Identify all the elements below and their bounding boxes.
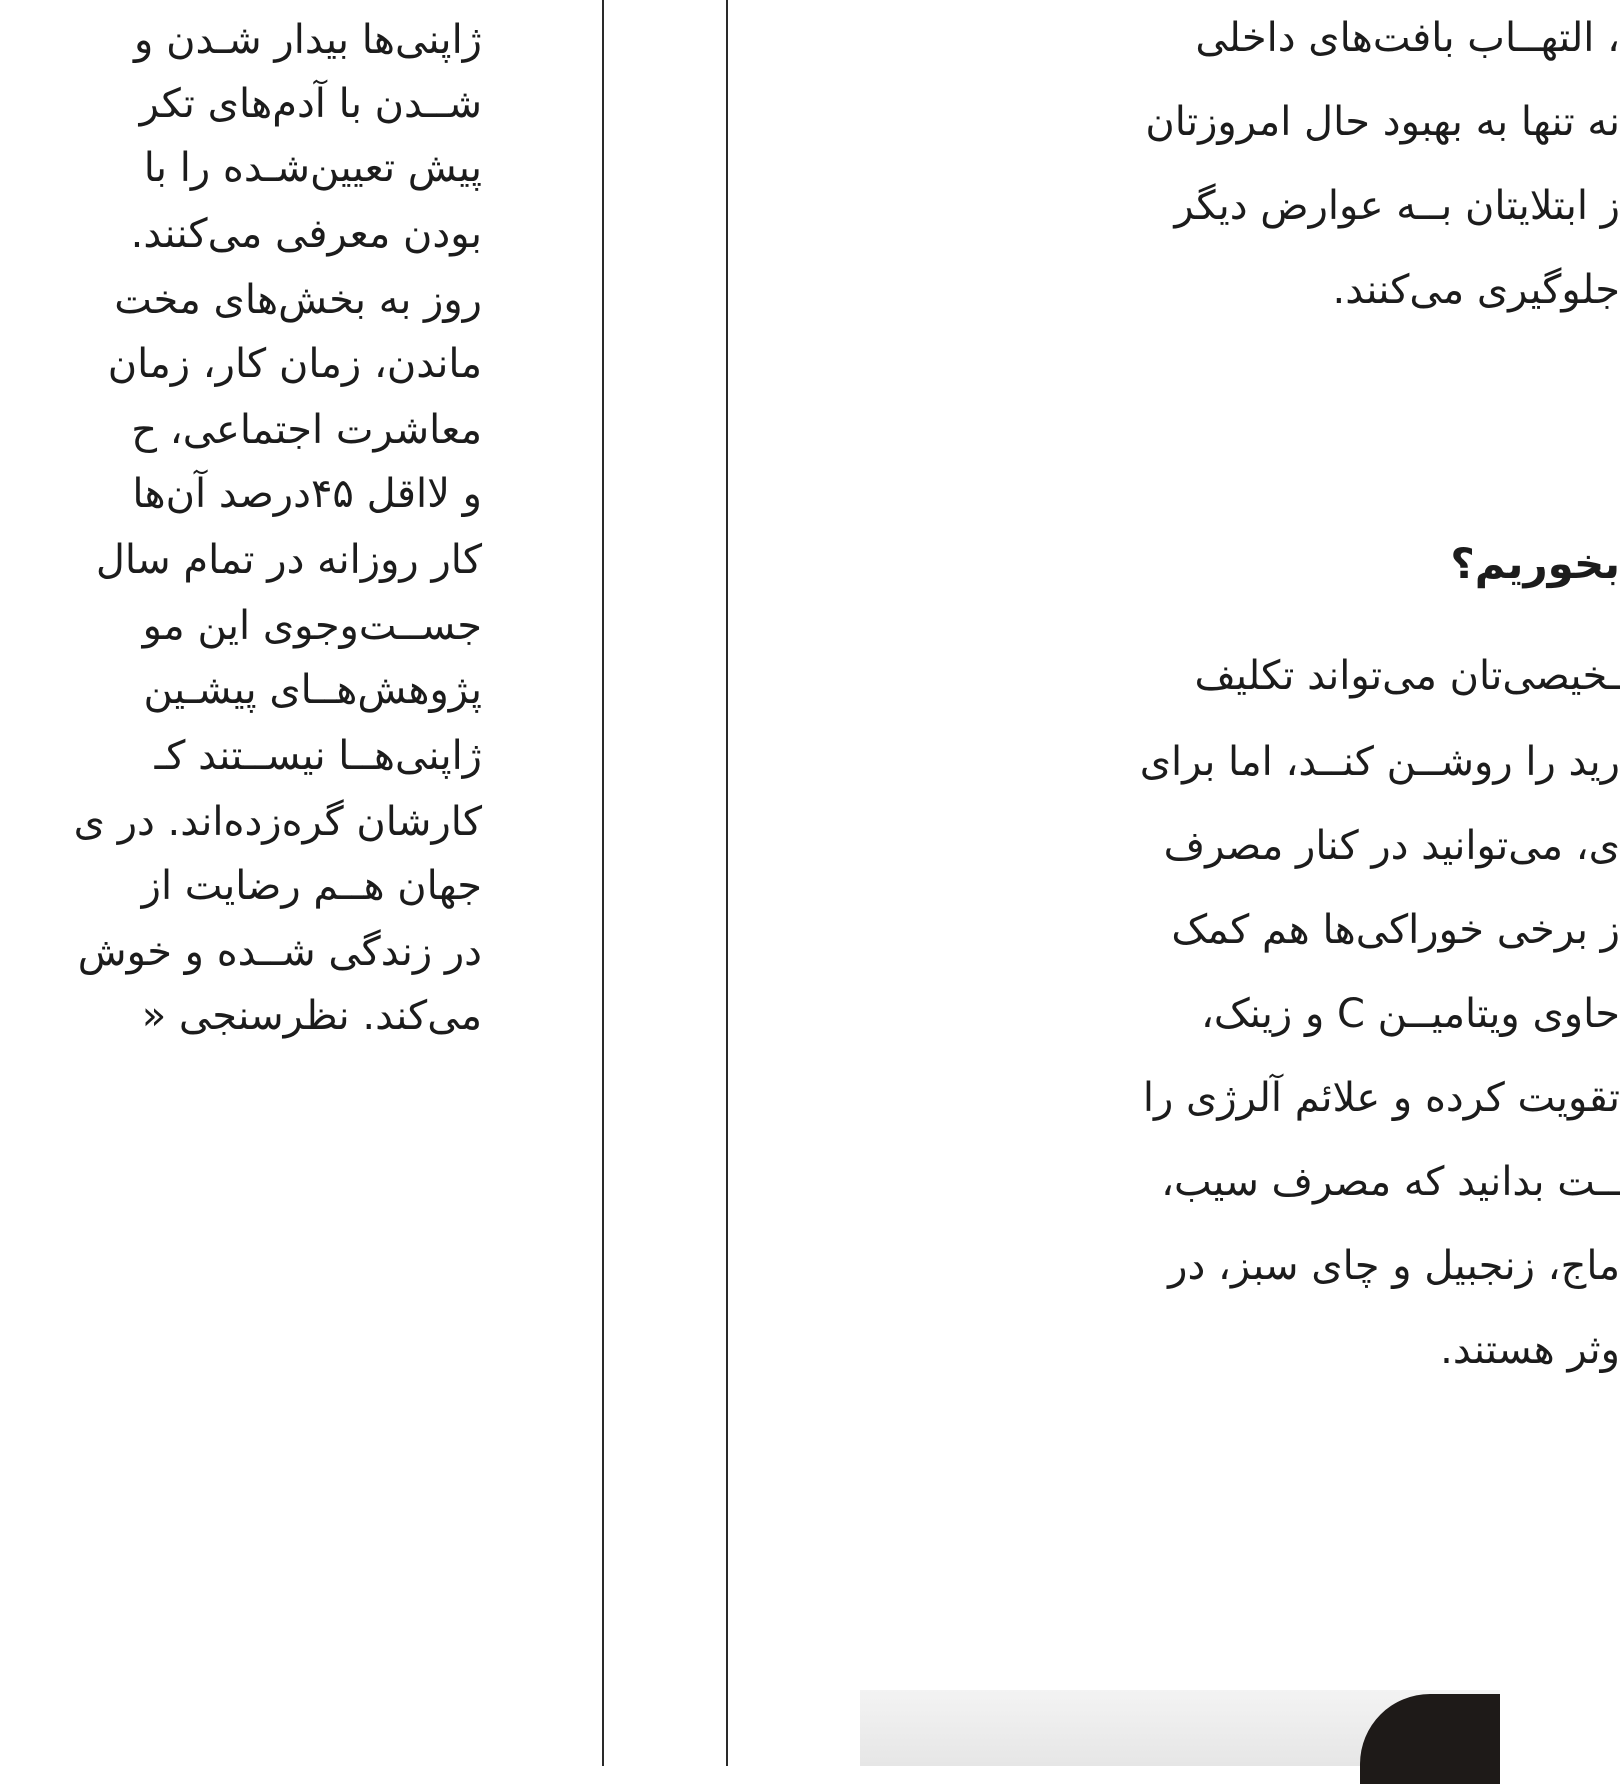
text-line: کار روزانه در تمام سال	[96, 528, 482, 592]
text-line: پژوهش‌هــای پیشـین	[144, 658, 482, 722]
text-line: می‌کند. نظرسنجی «	[142, 984, 482, 1048]
text-line: کارشان گره‌زده‌اند. در ی	[74, 790, 482, 854]
right-column	[860, 0, 1500, 1766]
column-divider	[602, 0, 604, 1766]
text-line: ماج، زنجبیل و چای سبز، در	[1168, 1234, 1620, 1298]
text-line: پیش تعیین‌شـده را با	[144, 136, 482, 200]
text-line: نه تنها به بهبود حال امروزتان	[1145, 90, 1620, 154]
text-line: حاوی ویتامیــن C و زینک،	[1201, 982, 1620, 1046]
text-line: جلوگیری می‌کنند.	[1333, 258, 1620, 322]
text-line: ز ابتلایتان بــه عوارض دیگر	[1174, 174, 1620, 238]
text-line: جســت‌وجوی این مو	[143, 594, 482, 658]
text-line: ماندن، زمان کار، زمان	[108, 332, 482, 396]
text-line: تقویت کرده و علائم آلرژی را	[1143, 1066, 1620, 1130]
text-line: ز برخی خوراکی‌ها هم کمک	[1171, 898, 1620, 962]
text-line: معاشرت اجتماعی، ح	[131, 398, 482, 462]
left-column	[0, 0, 482, 1766]
text-line: ژاپنی‌هــا نیســتند کـ	[155, 724, 482, 788]
photo-subject	[1360, 1694, 1500, 1784]
text-line: رید را روشــن کنــد، اما برای	[1140, 730, 1620, 794]
text-line: ـخیصی‌تان می‌تواند تکلیف	[1194, 644, 1620, 708]
text-line: در زندگی شــده و خوش	[78, 920, 482, 984]
text-line: و لااقل ۴۵درصد آن‌ها	[132, 462, 482, 526]
text-line: ــت بدانید که مصرف سیب،	[1161, 1150, 1620, 1214]
text-line: بودن معرفی می‌کنند.	[131, 202, 482, 266]
text-line: ژاپنی‌ها بیدار شـدن و	[134, 8, 482, 72]
text-line: جهان هــم رضایت از	[142, 854, 482, 918]
section-heading: بخوریم؟	[1450, 532, 1620, 596]
photo	[860, 1690, 1500, 1766]
text-line: شــدن با آدم‌های تکر	[140, 72, 482, 136]
text-line: ی، می‌توانید در کنار مصرف	[1164, 814, 1620, 878]
text-line: وثر هستند.	[1440, 1318, 1620, 1382]
column-divider	[726, 0, 728, 1766]
text-line: روز به بخش‌های مخت	[114, 268, 482, 332]
text-line: ، التهــاب بافت‌های داخلی	[1195, 6, 1620, 70]
